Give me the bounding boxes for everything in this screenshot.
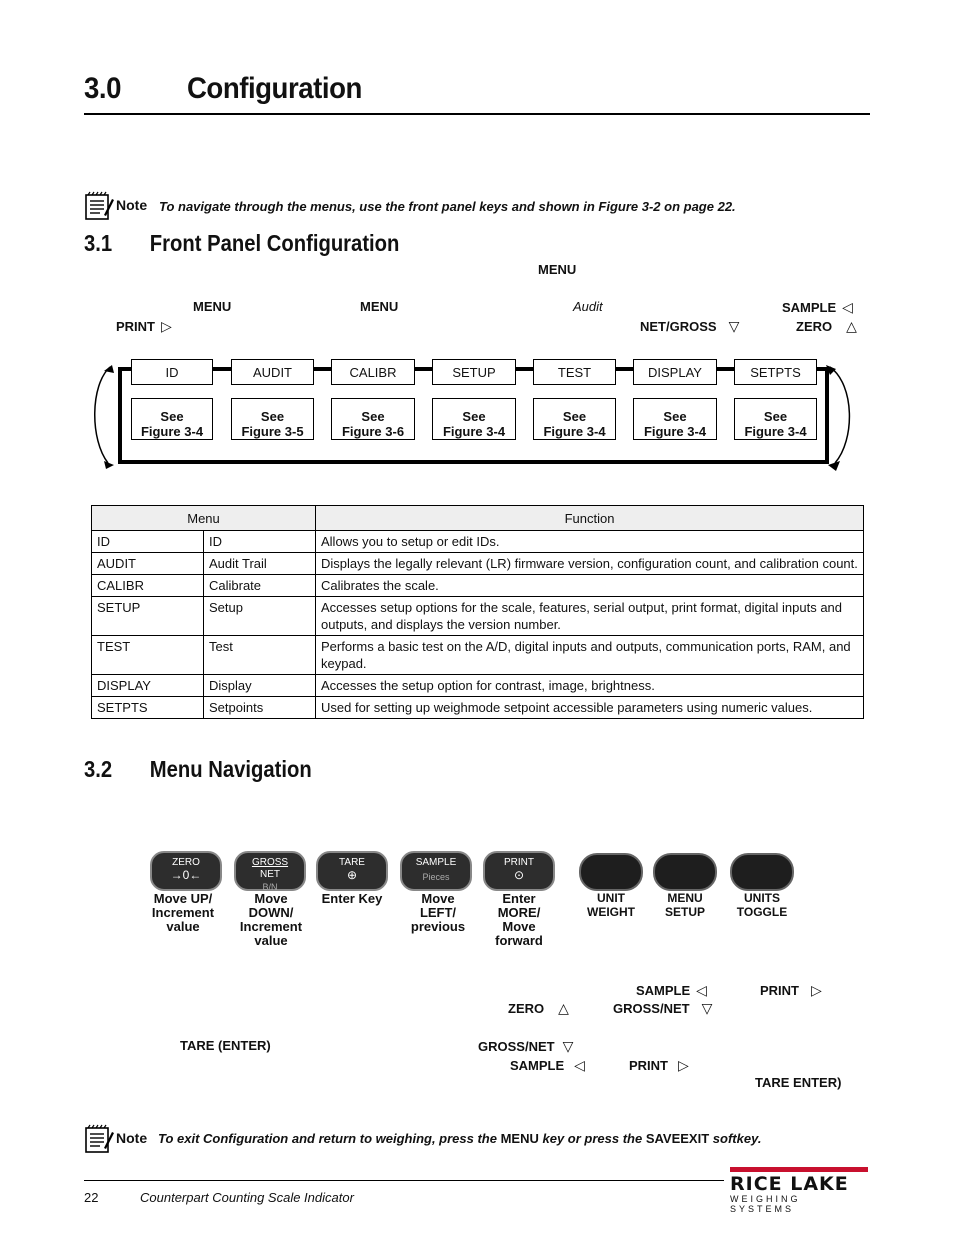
gross-net-key-caption: Move DOWN/ Increment value	[239, 891, 303, 948]
section-title: Front Panel Configuration	[149, 230, 400, 256]
menu-box-id: ID	[131, 359, 213, 385]
footer-rule	[84, 1180, 724, 1181]
triangle-left-icon: ◁	[696, 982, 707, 998]
print-icon: ⊙	[513, 868, 525, 882]
menu-box-setpts: SETPTS	[734, 359, 817, 385]
triangle-up-icon: △	[846, 318, 857, 334]
nav-label-gross-net: GROSS/NET ▽	[613, 1000, 713, 1016]
nav-label-tare-enter: TARE (ENTER)	[180, 1038, 271, 1053]
zero-key-caption: Move UP/ Increment value	[151, 891, 215, 934]
nav-label-gross-net-2: GROSS/NET ▽	[478, 1038, 574, 1054]
table-row: ID ID Allows you to setup or edit IDs.	[92, 531, 864, 553]
softkey-1-caption: UNIT WEIGHT	[587, 891, 635, 919]
header-menu: Menu	[92, 506, 316, 531]
see-box: See Figure 3-4	[633, 398, 717, 440]
menu-table	[91, 505, 864, 719]
section-number: 3.1	[84, 230, 113, 256]
menu-box-calibr: CALIBR	[331, 359, 415, 385]
tare-key-caption: Enter Key	[321, 891, 383, 906]
menu-box-display: DISPLAY	[633, 359, 717, 385]
label-sample: SAMPLE ◁	[782, 299, 853, 315]
see-box: See Figure 3-4	[131, 398, 213, 440]
nav-label-print-2: PRINT ▷	[629, 1057, 689, 1073]
softkey-1[interactable]	[579, 853, 643, 891]
gross-net-key[interactable]: GROSS NET B/N	[234, 851, 306, 891]
section-title: Menu Navigation	[149, 756, 312, 782]
menu-box-setup: SETUP	[432, 359, 516, 385]
menu-box-audit: AUDIT	[231, 359, 314, 385]
see-box: See Figure 3-4	[533, 398, 616, 440]
note-icon	[84, 191, 114, 226]
nav-label-tare-enter-2: TARE ENTER)	[755, 1075, 842, 1090]
softkey-2-caption: MENU SETUP	[664, 891, 705, 919]
triangle-left-icon: ◁	[842, 299, 853, 315]
print-key-caption: Enter MORE/ Move forward	[495, 891, 543, 948]
rice-lake-logo: RICE LAKE WEIGHING SYSTEMS	[730, 1167, 868, 1209]
zero-icon: →0←	[170, 868, 202, 882]
nav-label-zero: ZERO △	[508, 1000, 569, 1016]
softkey-3-caption: UNITS TOGGLE	[736, 891, 788, 919]
see-box: See Figure 3-5	[231, 398, 314, 440]
zero-key[interactable]: ZERO →0←	[150, 851, 222, 891]
chapter-number: 3.0	[84, 72, 122, 105]
triangle-right-icon: ▷	[678, 1057, 689, 1073]
heading-rule	[84, 113, 870, 115]
label-print: PRINT ▷	[116, 318, 172, 334]
loop-arrow-left	[95, 367, 110, 463]
triangle-up-icon: △	[558, 1000, 569, 1016]
see-box: See Figure 3-4	[734, 398, 817, 440]
table-row: CALIBR Calibrate Calibrates the scale.	[92, 575, 864, 597]
note-text: To navigate through the menus, use the front panel keys and shown in Figure 3-2 on page 22.	[159, 199, 736, 214]
header-function: Function	[316, 506, 864, 531]
note-label: Note	[116, 197, 148, 213]
triangle-down-icon: ▽	[562, 1038, 574, 1054]
chapter-title: Configuration	[186, 72, 362, 105]
tare-key[interactable]: TARE ⊕	[316, 851, 388, 891]
section-heading-3-2	[84, 756, 312, 783]
see-box: See Figure 3-6	[331, 398, 415, 440]
tare-icon: ⊕	[346, 868, 358, 882]
triangle-down-icon: ▽	[728, 318, 740, 334]
footer-title: Counterpart Counting Scale Indicator	[140, 1190, 354, 1205]
table-row: TEST Test Performs a basic test on the A/D, digital inputs and outputs, communication ports, RAM, and keypad.	[92, 636, 864, 675]
triangle-left-icon: ◁	[574, 1057, 585, 1073]
softkey-3[interactable]	[730, 853, 794, 891]
triangle-right-icon: ▷	[811, 982, 822, 998]
softkey-2[interactable]	[653, 853, 717, 891]
triangle-right-icon: ▷	[161, 318, 172, 334]
label-net-gross: NET/GROSS ▽	[640, 318, 740, 334]
label-menu-mid: MENU	[360, 299, 399, 314]
nav-label-sample: SAMPLE ◁	[636, 982, 707, 998]
section-heading-3-1	[84, 230, 399, 257]
label-zero: ZERO △	[796, 318, 857, 334]
section-number: 3.2	[84, 756, 113, 782]
print-key[interactable]: PRINT ⊙	[483, 851, 555, 891]
table-row: DISPLAY Display Accesses the setup option for contrast, image, brightness.	[92, 675, 864, 697]
see-box: See Figure 3-4	[432, 398, 516, 440]
note-label: Note	[116, 1130, 148, 1146]
nav-label-sample-2: SAMPLE ◁	[510, 1057, 585, 1073]
chapter-heading	[84, 72, 362, 106]
menu-box-test: TEST	[533, 359, 616, 385]
table-row: AUDIT Audit Trail Displays the legally relevant (LR) firmware version, configuration count, and calibration count.	[92, 553, 864, 575]
nav-label-print: PRINT ▷	[760, 982, 822, 998]
triangle-down-icon: ▽	[701, 1000, 713, 1016]
note-icon	[84, 1124, 114, 1159]
loop-arrow-right	[830, 367, 849, 463]
label-menu-top: MENU	[538, 262, 577, 277]
table-header-row	[92, 506, 864, 531]
table-row: SETPTS Setpoints Used for setting up weighmode setpoint accessible parameters using numeric values.	[92, 697, 864, 719]
note-text: To exit Configuration and return to weighing, press the MENU key or press the SAVEEXIT softkey.	[158, 1131, 762, 1146]
sample-key[interactable]: SAMPLE Pieces	[400, 851, 472, 891]
sample-key-caption: Move LEFT/ previous	[410, 891, 466, 934]
label-audit: Audit	[573, 299, 603, 314]
label-menu-left: MENU	[193, 299, 232, 314]
table-row: SETUP Setup Accesses setup options for the scale, features, serial output, print format, digital inputs and outputs, and displays the version number.	[92, 597, 864, 636]
page-number: 22	[84, 1190, 99, 1205]
